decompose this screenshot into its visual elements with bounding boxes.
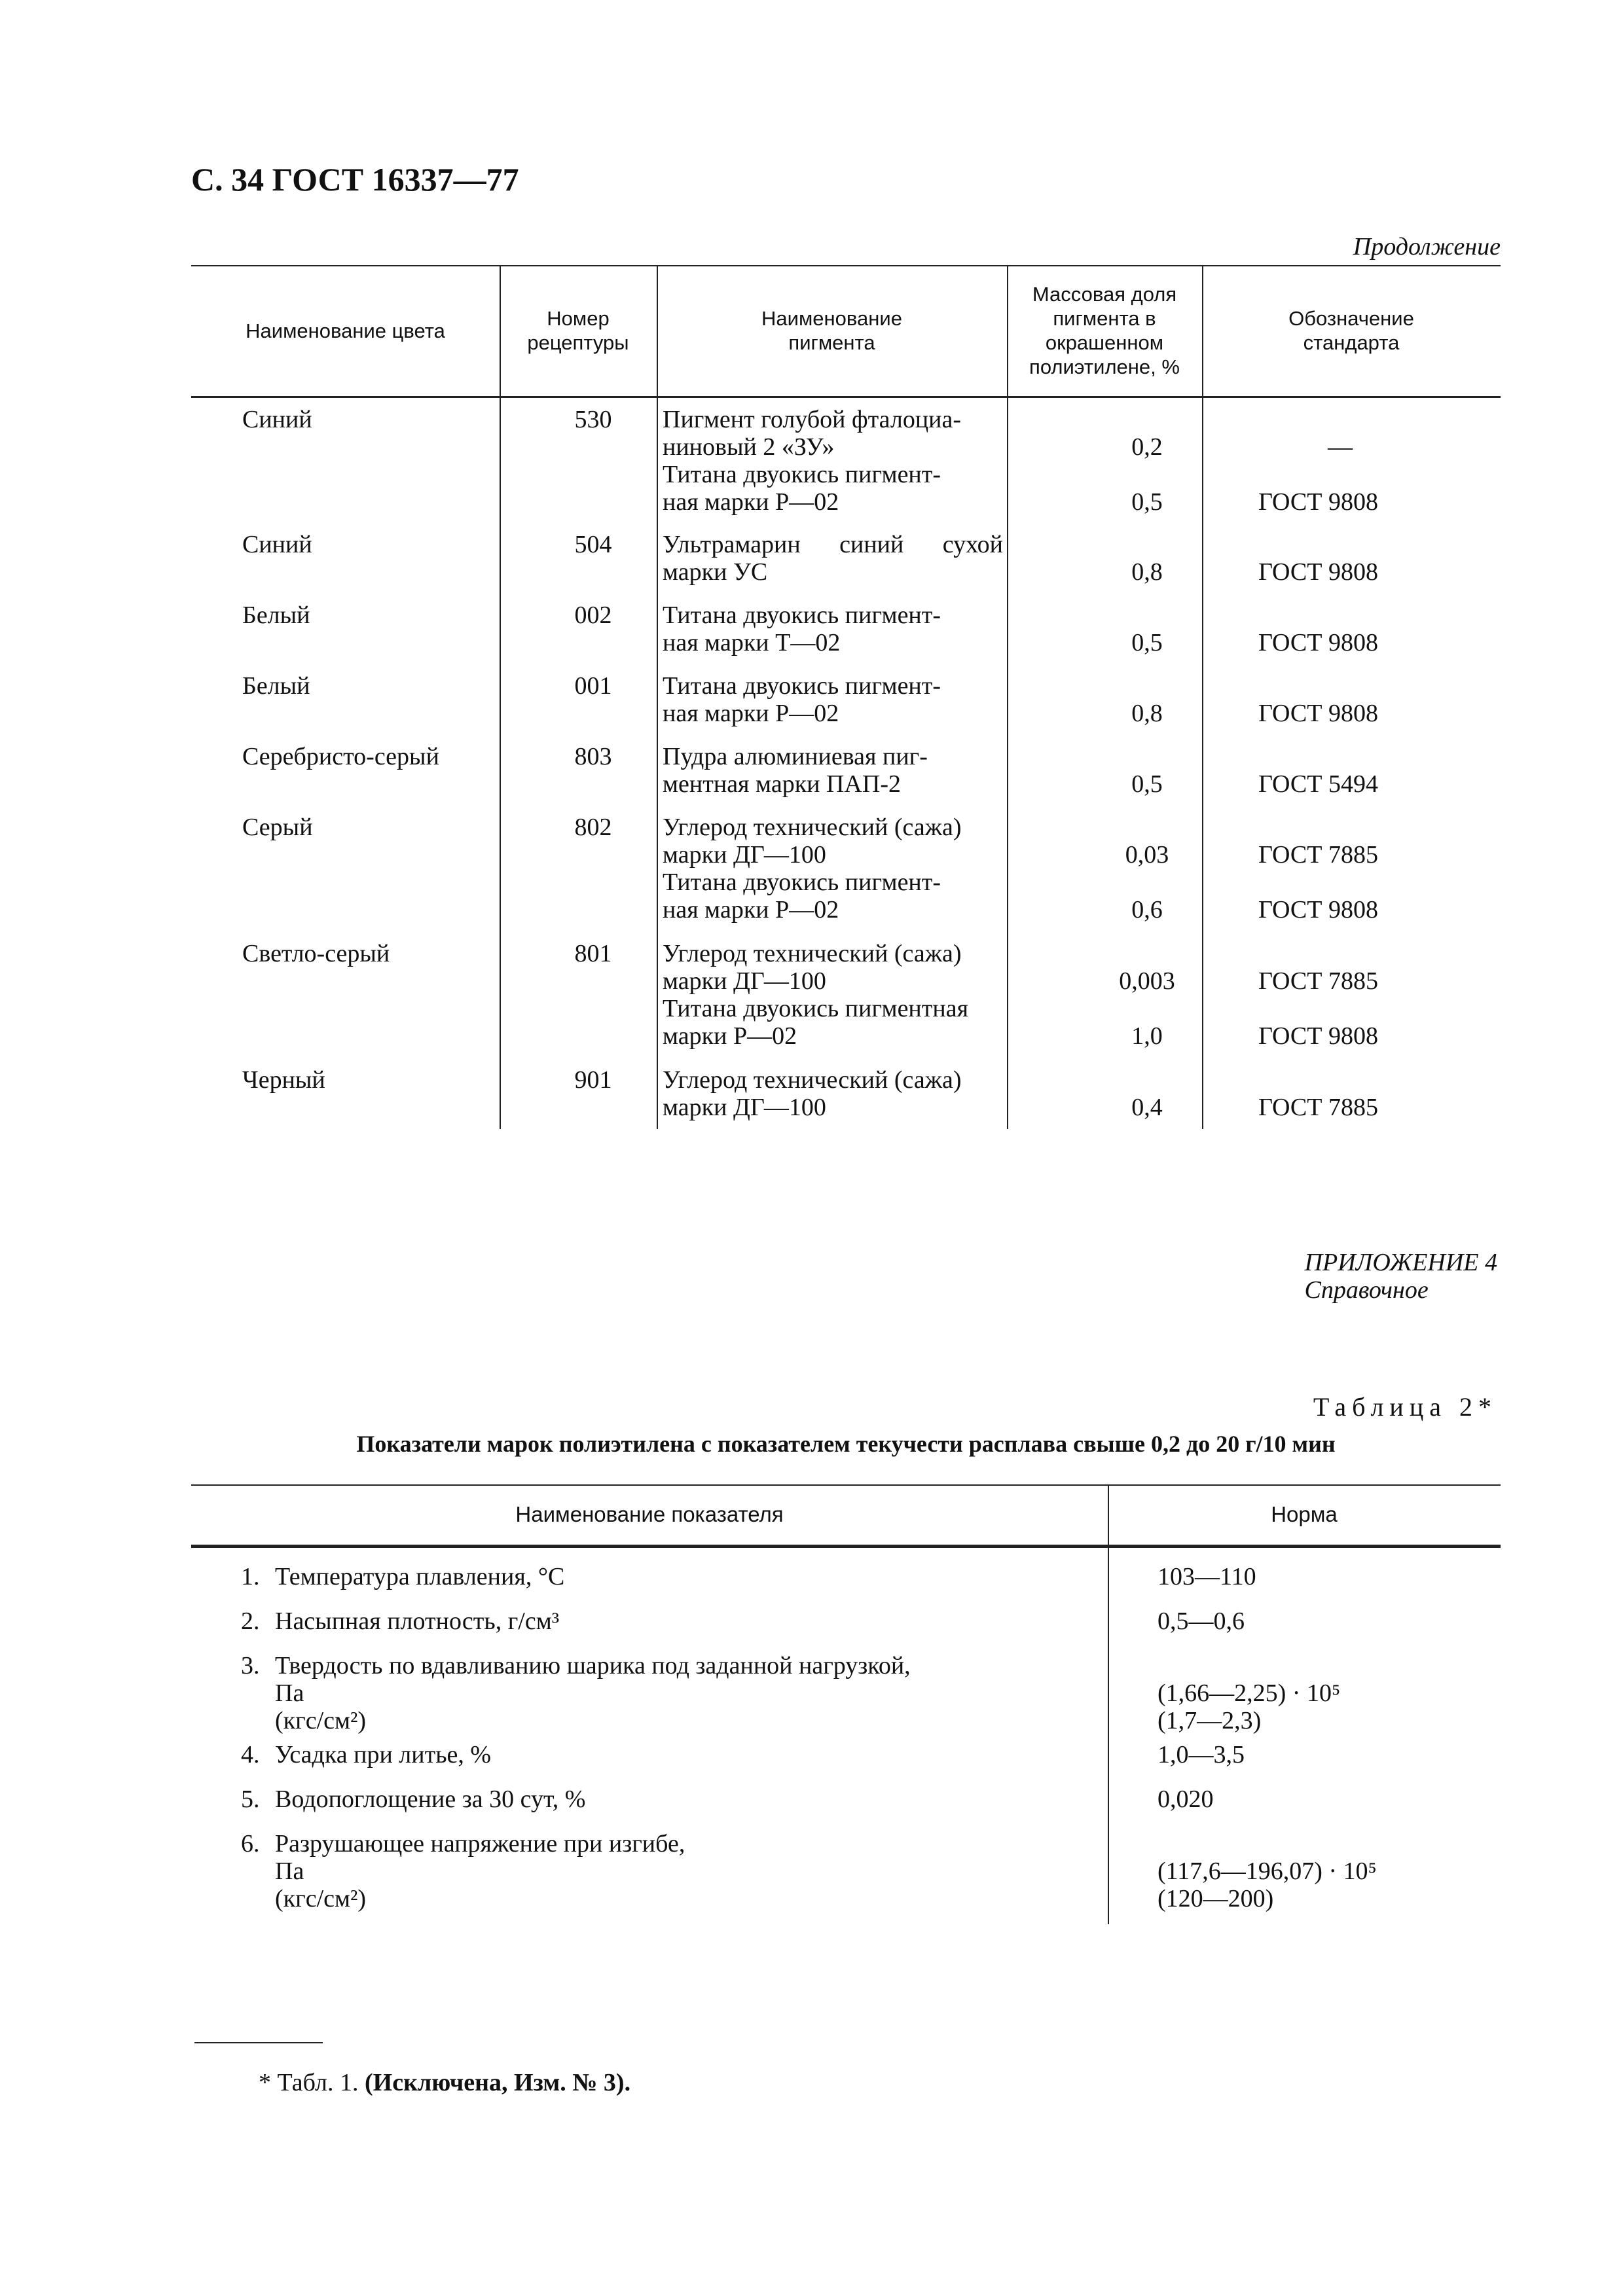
pigment-line: ная марки Р—02 — [663, 700, 839, 727]
pigment-line: марки ДГ—100 — [663, 967, 826, 995]
pigment-name — [663, 601, 1003, 656]
standard-code: ГОСТ 9808 — [1258, 629, 1378, 656]
pigment-line: марки УС — [663, 558, 768, 586]
appendix-heading — [1305, 1249, 1497, 1304]
color-name: Белый — [242, 672, 310, 700]
indicator-name: Усадка при литье, % — [275, 1741, 492, 1768]
pigment-share: 0,6 — [1131, 896, 1163, 924]
indicator-name: Насыпная плотность, г/см³ — [275, 1607, 560, 1635]
pigment-line: Углерод технический (сажа) — [663, 814, 962, 841]
indicator-norm: 1,0—3,5 — [1158, 1741, 1245, 1768]
pigment-share: 0,5 — [1131, 629, 1163, 656]
color-name: Серебристо-серый — [242, 743, 439, 770]
row-number: 5. — [241, 1785, 260, 1813]
indicator-name: Температура плавления, °С — [275, 1563, 565, 1590]
color-name: Синий — [242, 531, 312, 558]
recipe-number: 002 — [574, 601, 612, 629]
table-rule — [191, 1545, 1501, 1548]
pigment-line: Пигмент голубой фталоциа- — [663, 406, 962, 433]
pigment-share: 0,4 — [1131, 1094, 1163, 1121]
standard-code: ГОСТ 5494 — [1258, 770, 1378, 798]
standard-code: ГОСТ 7885 — [1258, 1094, 1378, 1121]
pigment-share: 0,8 — [1131, 558, 1163, 586]
indicator-norm: (117,6—196,07) · 10⁵ (120—200) — [1158, 1857, 1377, 1912]
row-number: 1. — [241, 1563, 260, 1590]
pigment-name — [663, 1066, 1003, 1121]
pigment-name — [663, 940, 1003, 1050]
recipe-number: 803 — [574, 743, 612, 770]
continuation-label: Продолжение — [1353, 233, 1501, 260]
pigment-line: Пудра алюминиевая пиг- — [663, 743, 928, 770]
table2-title: Показатели марок полиэтилена с показателем текучести расплава свыше 0,2 до 20 г/10 мин — [356, 1431, 1336, 1457]
pigment-share: 1,0 — [1131, 1022, 1163, 1050]
appendix-title: ПРИЛОЖЕНИЕ 4 — [1304, 1249, 1497, 1276]
pigment-line: Титана двуокись пигментная — [663, 995, 969, 1022]
recipe-number: 530 — [574, 406, 612, 433]
recipe-number: 801 — [574, 940, 612, 967]
appendix-subtitle: Справочное — [1304, 1276, 1429, 1304]
header-norm: Норма — [1271, 1502, 1338, 1526]
color-name: Белый — [242, 601, 310, 629]
row-number: 3. — [241, 1652, 260, 1679]
table2-label: Таблица 2* — [1313, 1392, 1497, 1422]
indicator-norm: 103—110 — [1158, 1563, 1256, 1590]
header-share: Массовая доля пигмента в окрашенном полиэтилене, % — [1029, 283, 1180, 378]
pigment-line: марки Р—02 — [663, 1022, 797, 1050]
pigment-name — [663, 814, 1003, 924]
recipe-number: 504 — [574, 531, 612, 558]
indicator-name: Разрушающее напряжение при изгибе, Па (кгс/см²) — [275, 1830, 685, 1912]
pigment-line: Титана двуокись пигмент- — [663, 601, 941, 629]
color-name: Синий — [242, 406, 312, 433]
pigment-share: 0,8 — [1131, 700, 1163, 727]
row-number: 6. — [241, 1830, 260, 1857]
recipe-number: 001 — [574, 672, 612, 700]
recipe-number: 901 — [574, 1066, 612, 1094]
footnote — [259, 2068, 630, 2097]
pigment-line: Титана двуокись пигмент- — [663, 672, 941, 700]
pigment-line: ментная марки ПАП-2 — [663, 770, 901, 798]
pigment-share: 0,5 — [1131, 770, 1163, 798]
indicator-norm: 0,020 — [1158, 1785, 1214, 1813]
header-pigment: Наименование пигмента — [761, 307, 902, 354]
pigment-line: Углерод технический (сажа) — [663, 940, 962, 967]
pigment-line: Ультрамарин синий сухой — [663, 531, 1003, 558]
color-name: Светло-серый — [242, 940, 390, 967]
standard-code: ГОСТ 9808 — [1258, 700, 1378, 727]
recipe-number: 802 — [574, 814, 612, 841]
pigment-line: ная марки Р—02 — [663, 896, 839, 924]
pigment-line: Титана двуокись пигмент- — [663, 869, 941, 896]
color-name: Черный — [242, 1066, 325, 1094]
color-name: Серый — [242, 814, 313, 841]
standard-code: ГОСТ 7885 — [1258, 967, 1378, 995]
pigment-share: 0,2 — [1131, 433, 1163, 461]
row-number: 4. — [241, 1741, 260, 1768]
header-standard: Обозначение стандарта — [1288, 307, 1414, 354]
footnote-prefix: * Табл. 1. — [259, 2069, 365, 2096]
footnote-bold: (Исключена, Изм. № 3). — [364, 2069, 631, 2096]
pigment-share: 0,5 — [1131, 488, 1163, 516]
footnote-rule — [194, 2042, 323, 2043]
row-number: 2. — [241, 1607, 260, 1635]
page-header: С. 34 ГОСТ 16337—77 — [191, 161, 519, 198]
header-indicator: Наименование показателя — [515, 1502, 784, 1526]
pigment-name — [663, 406, 1003, 516]
standard-code: — — [1328, 433, 1353, 461]
pigment-line: Титана двуокись пигмент- — [663, 461, 941, 488]
standard-code: ГОСТ 9808 — [1258, 488, 1378, 516]
indicator-norm: (1,66—2,25) · 10⁵ (1,7—2,3) — [1158, 1679, 1341, 1734]
header-recipe: Номер рецептуры — [527, 307, 629, 354]
pigment-line: ная марки Р—02 — [663, 488, 839, 516]
indicator-name: Водопоглощение за 30 сут, % — [275, 1785, 586, 1813]
column-divider — [1108, 1484, 1109, 1924]
pigment-share: 0,003 — [1119, 967, 1175, 995]
standard-code: ГОСТ 7885 — [1258, 841, 1378, 869]
pigment-line: ниновый 2 «ЗУ» — [663, 433, 835, 461]
standard-code: ГОСТ 9808 — [1258, 558, 1378, 586]
pigment-line: марки ДГ—100 — [663, 1094, 826, 1121]
pigment-name — [663, 531, 1003, 586]
indicator-norm: 0,5—0,6 — [1158, 1607, 1245, 1635]
header-color: Наименование цвета — [246, 319, 445, 342]
pigment-name — [663, 743, 1003, 798]
pigment-name — [663, 672, 1003, 727]
standard-code: ГОСТ 9808 — [1258, 1022, 1378, 1050]
pigment-line: Углерод технический (сажа) — [663, 1066, 962, 1094]
table-rule — [191, 396, 1501, 398]
pigment-line: марки ДГ—100 — [663, 841, 826, 869]
pigment-share: 0,03 — [1125, 841, 1169, 869]
standard-code: ГОСТ 9808 — [1258, 896, 1378, 924]
pigment-line: ная марки Т—02 — [663, 629, 841, 656]
indicator-name: Твердость по вдавливанию шарика под заданной нагрузкой, Па (кгс/см²) — [275, 1652, 911, 1734]
